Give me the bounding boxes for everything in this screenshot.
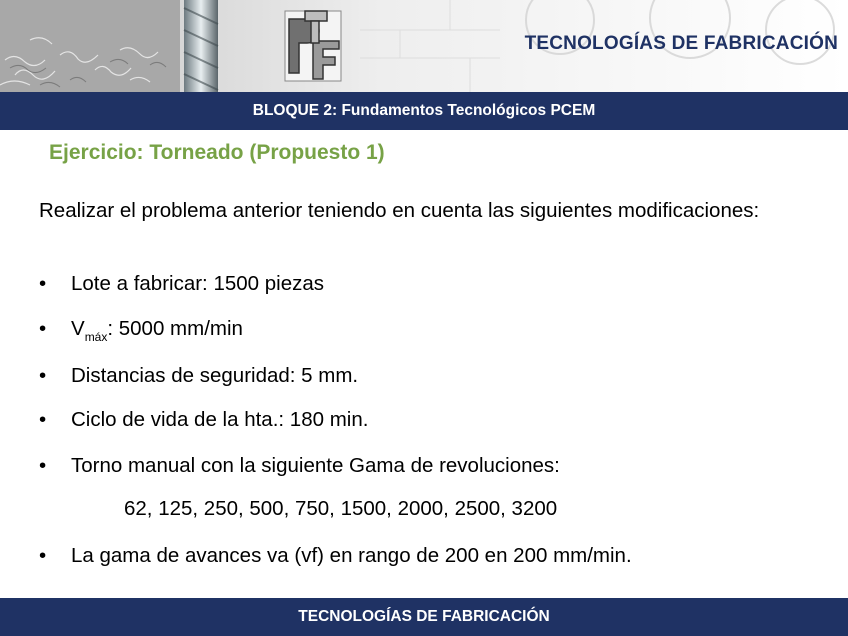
header-title: TECNOLOGÍAS DE FABRICACIÓN — [524, 33, 838, 54]
revolutions-list: 62, 125, 250, 500, 750, 1500, 2000, 2500, 3200 — [124, 497, 558, 520]
bullet-glyph: • — [39, 317, 47, 340]
bullet-text: Ciclo de vida de la hta.: 180 min. — [71, 408, 369, 431]
section-title: BLOQUE 2: Fundamentos Tecnológicos PCEM — [252, 102, 596, 119]
bullet-glyph: • — [39, 272, 47, 295]
pif-logo — [275, 1, 355, 91]
header-banner — [0, 0, 848, 92]
bullet-glyph: • — [39, 364, 47, 387]
intro-paragraph: Realizar el problema anterior teniendo en cuenta las siguientes modificaciones: — [39, 199, 760, 222]
bullet-text: Torno manual con la siguiente Gama de revoluciones: — [71, 454, 560, 477]
vmax-symbol: V — [71, 317, 85, 340]
bullet-glyph: • — [39, 408, 47, 431]
bullet-glyph: • — [39, 454, 47, 477]
bullet-text: Lote a fabricar: 1500 piezas — [71, 272, 324, 295]
vmax-value: : 5000 mm/min — [107, 317, 243, 340]
bullet-glyph: • — [39, 544, 47, 567]
bullet-text: Distancias de seguridad: 5 mm. — [71, 364, 359, 387]
footer-bar — [0, 598, 848, 636]
footer-title: TECNOLOGÍAS DE FABRICACIÓN — [298, 608, 550, 625]
bullet-text — [71, 317, 243, 344]
bullet-text: La gama de avances va (vf) en rango de 200 en 200 mm/min. — [71, 544, 632, 567]
exercise-title: Ejercicio: Torneado (Propuesto 1) — [49, 141, 385, 164]
section-bar — [0, 92, 848, 130]
vmax-subscript: máx — [84, 330, 108, 344]
